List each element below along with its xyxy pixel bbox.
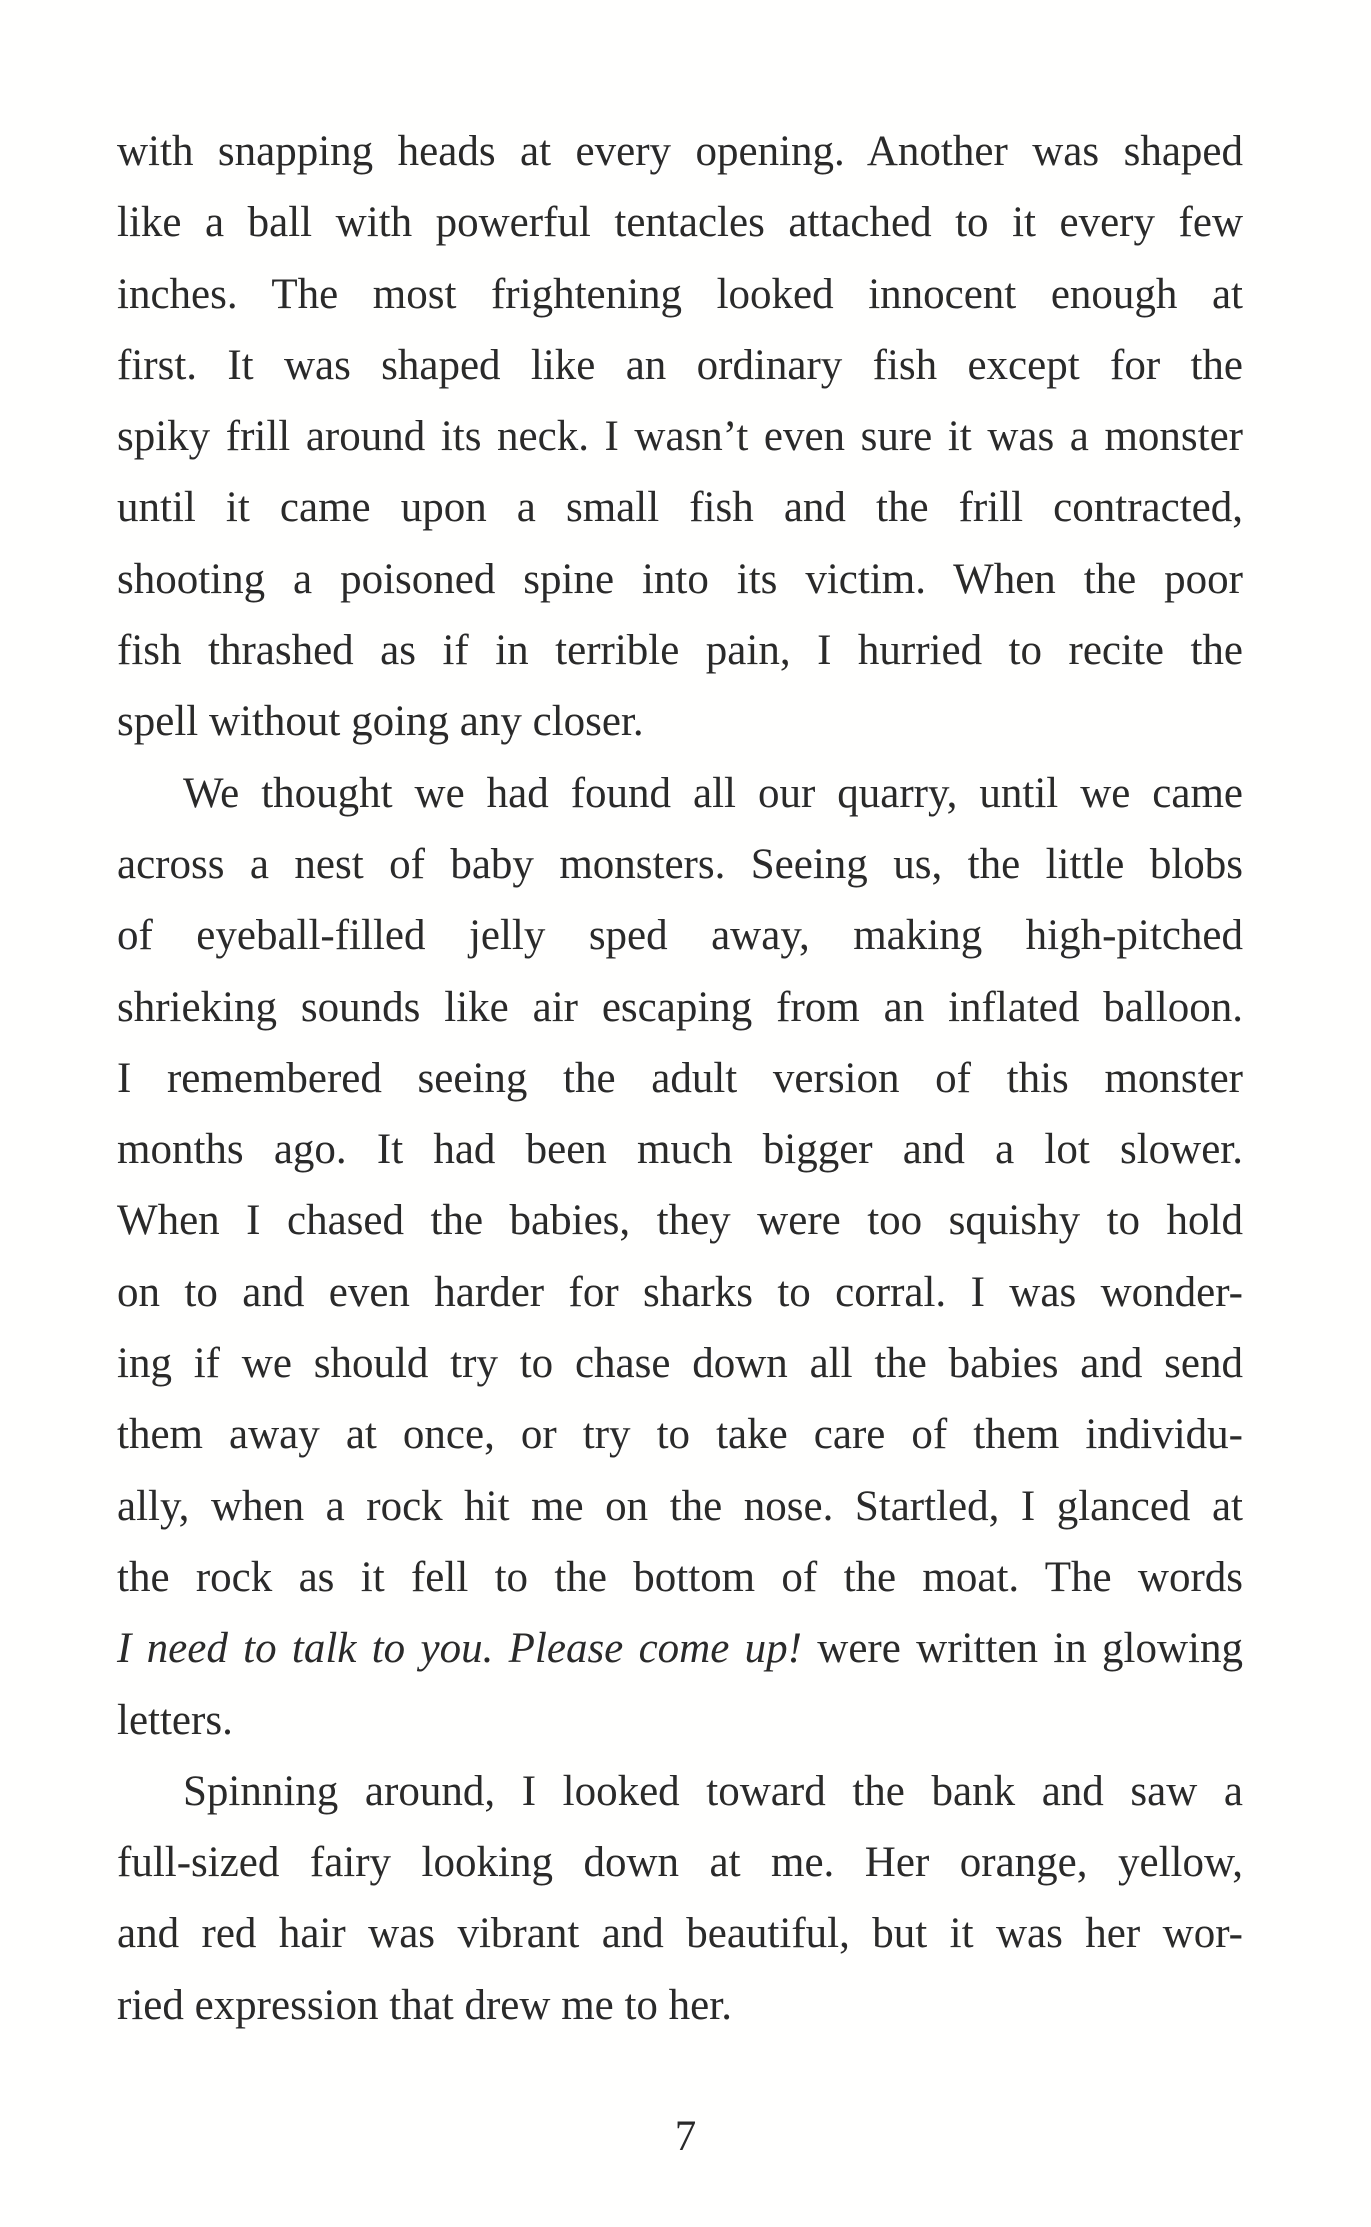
text-line: the rock as it fell to the bottom of the moat. The words: [117, 1553, 1243, 1601]
text-line: on to and even harder for sharks to corral. I was wonder-: [117, 1268, 1243, 1316]
text-line: Spinning around, I looked toward the bank and saw a: [183, 1767, 1243, 1815]
paragraph-1: [117, 116, 1243, 758]
text-line: We thought we had found all our quarry, until we came: [183, 769, 1243, 817]
text-line: ing if we should try to chase down all the babies and send: [117, 1340, 1243, 1388]
body-text: [117, 116, 1243, 2041]
text-line: spell without going any closer.: [117, 698, 644, 746]
text-line-with-italic: [117, 1613, 1243, 1684]
text-line: shooting a poisoned spine into its victim. When the poor: [117, 555, 1243, 603]
text-line: inches. The most frightening looked innocent enough at: [117, 270, 1243, 318]
text-line: full-sized fairy looking down at me. Her orange, yellow,: [117, 1839, 1243, 1887]
text-line: like a ball with powerful tentacles attached to it every few: [117, 199, 1243, 247]
text-line: I remembered seeing the adult version of this monster: [117, 1054, 1243, 1102]
text-line: When I chased the babies, they were too squishy to hold: [117, 1197, 1243, 1245]
text-line: shrieking sounds like air escaping from an inflated balloon.: [117, 983, 1243, 1031]
paragraph-3: [117, 1756, 1243, 2041]
text-line: months ago. It had been much bigger and a lot slower.: [117, 1126, 1243, 1174]
text-line: and red hair was vibrant and beautiful, but it was her wor-: [117, 1910, 1243, 1958]
text-line: spiky frill around its neck. I wasn’t even sure it was a monster: [117, 413, 1243, 461]
text-line: them away at once, or try to take care of them individu-: [117, 1411, 1243, 1459]
paragraph-2: [117, 758, 1243, 1756]
text-line: until it came upon a small fish and the frill contracted,: [117, 484, 1243, 532]
text-line: first. It was shaped like an ordinary fish except for the: [117, 341, 1243, 389]
italic-message: I need to talk to you. Please come up!: [117, 1625, 802, 1673]
text-line: ally, when a rock hit me on the nose. Startled, I glanced at: [117, 1482, 1243, 1530]
text-line: across a nest of baby monsters. Seeing us, the little blobs: [117, 840, 1243, 888]
text-line: of eyeball-filled jelly sped away, making high-pitched: [117, 912, 1243, 960]
text-line: with snapping heads at every opening. Another was shaped: [117, 128, 1243, 175]
text-fragment: were written in glowing: [801, 1625, 1243, 1673]
text-line: letters.: [117, 1696, 233, 1744]
text-line: fish thrashed as if in terrible pain, I hurried to recite the: [117, 627, 1243, 675]
page-number: 7: [674, 2113, 697, 2160]
text-line: ried expression that drew me to her.: [117, 1981, 732, 2029]
